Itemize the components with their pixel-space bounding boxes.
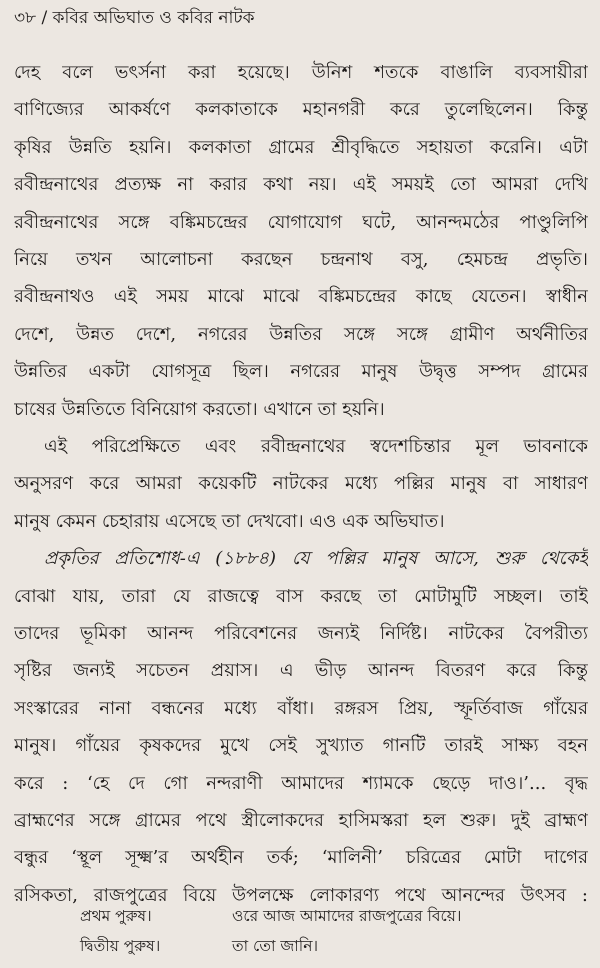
text-line: সংস্কারের নানা বন্ধনের মধ্যে বাঁধা। রঙ্গরস প্রিয়, স্ফূর্তিবাজ গাঁয়ের [14, 697, 588, 719]
text-line: ব্রাহ্মণের সঙ্গে গ্রামের পথে স্ত্রীলোকদের হাসিমস্করা হল শুরু। দুই ব্রাহ্মণ [14, 810, 588, 831]
dialogue-text: তা তো জানি। [232, 937, 318, 955]
text-line: রবীন্দ্রনাথও এই সময় মাঝে মাঝে বঙ্কিমচন্দ্রের কাছে যেতেন। স্বাধীন [14, 286, 588, 308]
running-header: ৩৮ / কবির অভিঘাত ও কবির নাটক [14, 8, 255, 28]
dialogue-speaker: দ্বিতীয় পুরুষ। [80, 937, 161, 955]
text-line: নিয়ে তখন আলোচনা করছেন চন্দ্রনাথ বসু, হেমচন্দ্র প্রভৃতি। [14, 249, 588, 270]
text-line: চাষের উন্নতিতে বিনিয়োগ করতো। এখানে তা হয়নি। [14, 398, 385, 420]
text-line: এই পরিপ্রেক্ষিতে এবং রবীন্দ্রনাথের স্বদেশচিন্তার মূল ভাবনাকে [44, 436, 588, 457]
text-line: বোঝা যায়, তারা যে রাজত্বে বাস করছে তা মোটামুটি সচ্ছল। তাই [14, 585, 588, 607]
text-line: রবীন্দ্রনাথের সঙ্গে বঙ্কিমচন্দ্রের যোগাযোগ ঘটে, আনন্দমঠের পাণ্ডুলিপি [14, 211, 588, 233]
text-line: প্রকৃতির প্রতিশোধ-এ (১৮৮৪) যে পল্লির মানুষ আসে, শুরু থেকেই [44, 548, 588, 570]
text-line: দেশে, উন্নত দেশে, নগরের উন্নতির সঙ্গে সঙ্গে গ্রামীণ অর্থনীতির [14, 323, 588, 345]
text-line: বাণিজ্যের আকর্ষণে কলকাতাকে মহানগরী করে তুলেছিলেন। কিন্তু [14, 99, 588, 121]
text-line: কৃষির উন্নতি হয়নি। কলকাতা গ্রামের শ্রীবৃদ্ধিতে সহায়তা করেনি। এটা [14, 136, 588, 158]
text-line: সৃষ্টির জন্যই সচেতন প্রয়াস। এ ভীড় আনন্দ বিতরণ করে কিন্তু [14, 660, 588, 682]
text-line: করে : ‘হে দে গো নন্দরাণী আমাদের শ্যামকে ছেড়ে দাও।’... বৃদ্ধ [14, 772, 588, 794]
text-line: বন্ধুর ‘স্থূল সূক্ষ্ম’র অর্থহীন তর্ক; ‘মালিনী’ চরিত্রের মোটা দাগের [14, 847, 588, 869]
text-line: মানুষ কেমন চেহারায় এসেছে তা দেখবো। এও এক অভিঘাত। [14, 510, 445, 532]
text-line: উন্নতির একটা যোগসূত্র ছিল। নগরের মানুষ উদ্বৃত্ত সম্পদ গ্রামের [14, 361, 588, 383]
dialogue-speaker: প্রথম পুরুষ। [80, 907, 152, 925]
text-line: দেহ বলে ভৎর্সনা করা হয়েছে। উনিশ শতকে বাঙালি ব্যবসায়ীরা [14, 62, 588, 83]
dialogue-text: ওরে আজ আমাদের রাজপুত্রের বিয়ে। [232, 907, 462, 925]
text-line: রসিকতা, রাজপুত্রের বিয়ে উপলক্ষে লোকারণ্য পথে আনন্দের উৎসব : [14, 884, 588, 906]
text-line: মানুষ। গাঁয়ের কৃষকদের মুখে সেই সুখ্যাত গানটি তারই সাক্ষ্য বহন [14, 735, 588, 757]
text-line: রবীন্দ্রনাথের প্রত্যক্ষ না করার কথা নয়। এই সময়ই তো আমরা দেখি [14, 174, 588, 196]
text-line: তাদের ভূমিকা আনন্দ পরিবেশনের জন্যই নির্দিষ্ট। নাটকের বৈপরীত্য [14, 623, 588, 644]
text-line: অনুসরণ করে আমরা কয়েকটি নাটকের মধ্যে পল্লির মানুষ বা সাধারণ [14, 473, 588, 495]
